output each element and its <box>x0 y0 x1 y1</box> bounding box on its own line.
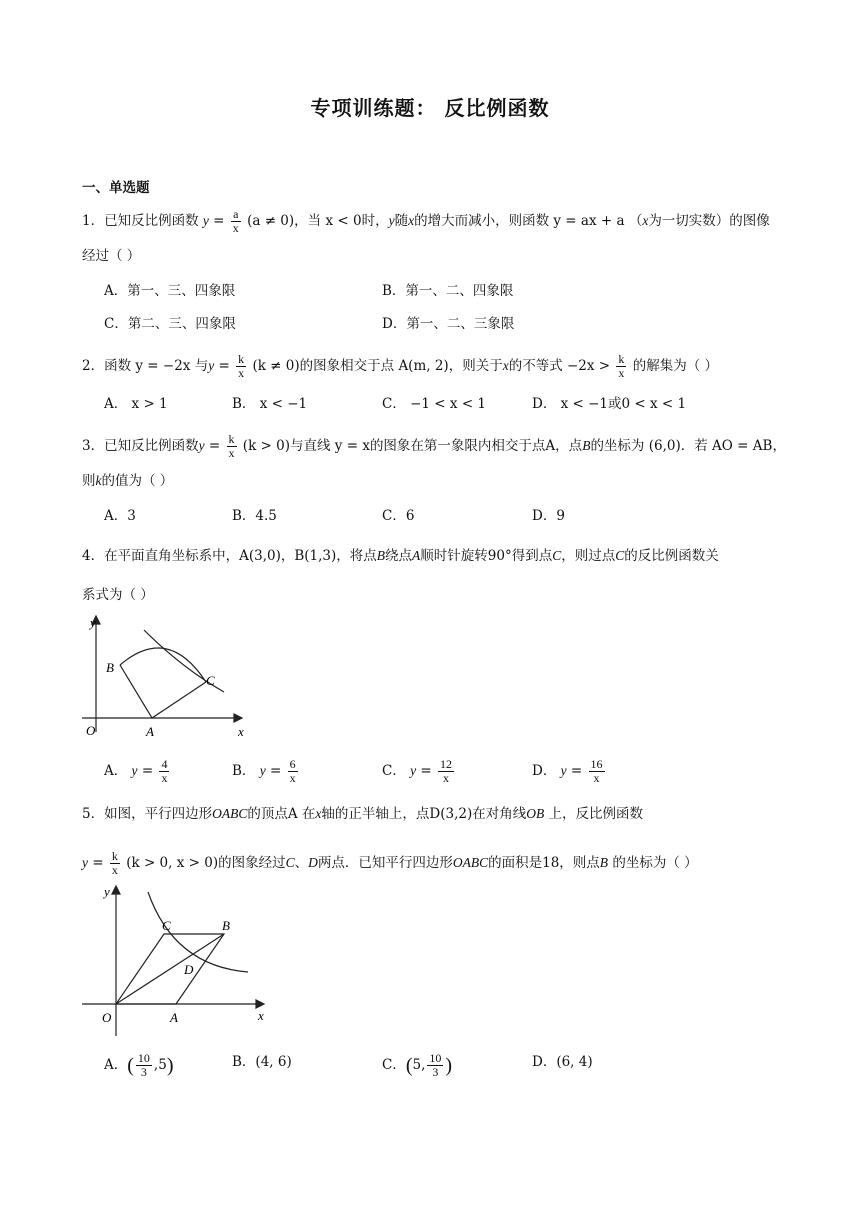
q5-option-b[interactable]: B．(4, 6) <box>232 1054 292 1070</box>
q2-inequality: −2x > <box>567 358 611 374</box>
q5-option-c[interactable]: C．(5, $\frac{10}{3}$ ) <box>382 1051 453 1079</box>
q2-function: y = −2x <box>135 358 191 374</box>
q5-option-d[interactable]: D．(6, 4) <box>532 1054 593 1070</box>
q4-figure <box>78 612 258 740</box>
q4-rotation-arc <box>120 648 206 682</box>
q2-option-a[interactable]: A． x > 1 <box>104 396 168 412</box>
q1-option-a[interactable]: A．第一、三、四象限 <box>104 283 236 299</box>
q2-option-c[interactable]: C． −1 < x < 1 <box>382 396 487 412</box>
q4-label-x: x <box>238 724 244 739</box>
q1-option-c[interactable]: C．第二、三、四象限 <box>104 316 236 332</box>
q3-option-c[interactable]: C．6 <box>382 508 415 524</box>
q4-point-b: B(1,3) <box>294 548 337 564</box>
q1-option-b[interactable]: B．第一、二、四象限 <box>382 283 514 299</box>
q1-text: 1．已知反比例函数 <box>82 213 199 229</box>
q4-x-arrow <box>234 714 242 722</box>
q4-label-a: A <box>146 724 154 739</box>
q5-label-d: D <box>184 962 194 977</box>
q5-option-a[interactable]: A．( $\frac{10}{3}$ ,5) <box>104 1051 174 1079</box>
q5-fraction: $\frac{k}{x}$ <box>111 849 118 877</box>
q5-label-b: B <box>222 918 230 933</box>
q5-label-c: C <box>162 918 171 933</box>
q3-coordinate: (6,0) <box>648 438 681 454</box>
q3-equation: AO = AB <box>712 438 773 454</box>
q1-x-condition: x < 0 <box>325 213 362 229</box>
q5-label-y: y <box>104 884 110 899</box>
q5-diagonal-ob <box>116 934 224 1004</box>
q2-point: A(m, 2) <box>398 358 449 374</box>
q2-fraction: $\frac{k}{x}$ <box>238 352 245 380</box>
q1-fraction: $\frac{a}{x}$ <box>232 207 239 235</box>
q2-option-b[interactable]: B． x < −1 <box>232 396 308 412</box>
q5-label-o: O <box>102 1010 112 1025</box>
q4-line2: 系式为（ ） <box>82 587 154 603</box>
q5-condition: (k > 0, x > 0) <box>126 855 219 871</box>
section-heading: 一、单选题 <box>82 180 150 196</box>
q4-option-a[interactable]: A． y = $\frac{4}{x}$ <box>104 757 168 785</box>
q3-option-b[interactable]: B．4.5 <box>232 508 277 524</box>
q5-label-x: x <box>258 1008 264 1023</box>
q1-condition: (a ≠ 0) <box>247 213 295 229</box>
q1-line1: 1．已知反比例函数 y = $\frac{a}{x}$ (a ≠ 0)，当 x < 0时，y随x的增大而减小，则函数 y = ax + a （x为一切实数）的图像 <box>82 207 770 235</box>
q1-option-d[interactable]: D．第一、二、三象限 <box>382 316 515 332</box>
q4-label-y: y <box>90 615 96 630</box>
q4-point-a: A(3,0) <box>239 548 281 564</box>
q2-option-d[interactable]: D． x < −1或0 < x < 1 <box>532 396 687 412</box>
q4-label-o: O <box>86 723 96 738</box>
q3-fraction: $\frac{k}{x}$ <box>228 432 235 460</box>
q5-point-d: D(3,2) <box>429 806 473 822</box>
q5-y-arrow <box>112 886 120 894</box>
q5-area: 18 <box>542 855 560 871</box>
q2-fraction-2: $\frac{k}{x}$ <box>618 352 625 380</box>
q4-option-b[interactable]: B． y = $\frac{6}{x}$ <box>232 757 296 785</box>
q5-line2: y = $\frac{k}{x}$ (k > 0, x > 0)的图象经过C、D两点．已知平行四边形OABC的面积是18，则点B 的坐标为（ ） <box>82 849 698 877</box>
q3-option-a[interactable]: A．3 <box>104 508 136 524</box>
q4-label-c: C <box>206 673 215 688</box>
q4-label-b: B <box>106 660 114 675</box>
q5-figure <box>78 880 278 1040</box>
q5-x-arrow <box>256 1000 264 1008</box>
q2-line1: 2．函数 y = −2x 与y = $\frac{k}{x}$ (k ≠ 0)的图象相交于点 A(m, 2)，则关于x的不等式 −2x > $\frac{k}{x}$ 的解集为（ ） <box>82 352 719 380</box>
q5-label-a: A <box>170 1010 178 1025</box>
q1-function: y = ax + a <box>553 213 625 229</box>
q5-line1: 5．如图，平行四边形OABC的顶点A 在x轴的正半轴上，点D(3,2)在对角线OB 上，反比例函数 <box>82 806 644 822</box>
q4-option-c[interactable]: C． y = $\frac{12}{x}$ <box>382 757 453 785</box>
q4-line1: 4．在平面直角坐标系中，A(3,0)，B(1,3)，将点B绕点A顺时针旋转90°得到点C，则过点C的反比例函数关 <box>82 548 719 564</box>
q4-segments <box>120 665 206 718</box>
q1-line2: 经过（ ） <box>82 248 141 264</box>
page-title: 专项训练题： 反比例函数 <box>310 96 550 120</box>
q3-line-eq: y = x <box>334 438 370 454</box>
q3-option-d[interactable]: D．9 <box>532 508 565 524</box>
q3-line2: 则k的值为（ ） <box>82 473 174 489</box>
q4-option-d[interactable]: D． y = $\frac{16}{x}$ <box>532 757 603 785</box>
q3-line1: 3．已知反比例函数y = $\frac{k}{x}$ (k > 0)与直线 y = x的图象在第一象限内相交于点A，点B的坐标为 (6,0)．若 AO = AB， <box>82 432 786 460</box>
